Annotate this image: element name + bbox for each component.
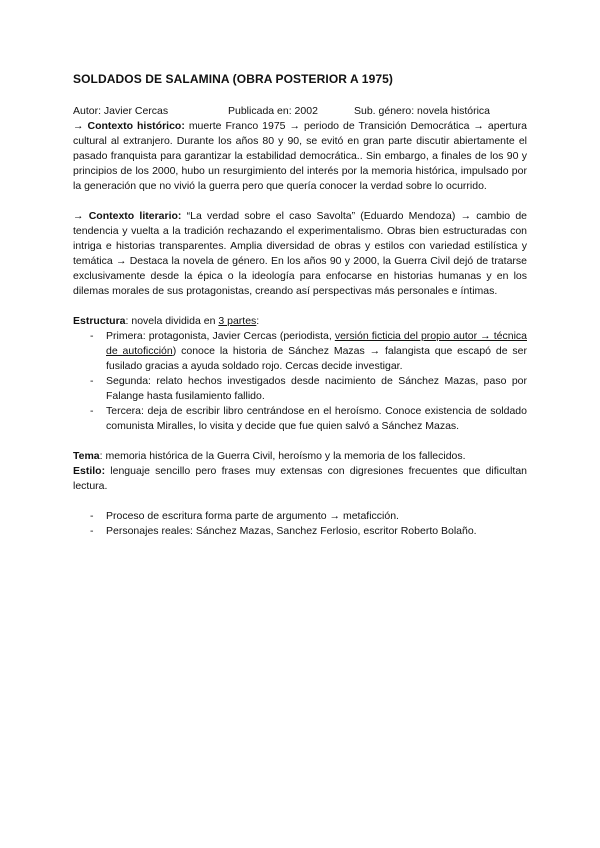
dash-bullet: - bbox=[90, 330, 94, 342]
style: Estilo: lenguaje sencillo pero frases muy extensas con digresiones frecuentes que dificultan lectura. bbox=[73, 465, 527, 492]
page-title: SOLDADOS DE SALAMINA (OBRA POSTERIOR A 1975) bbox=[73, 72, 393, 86]
notes-list bbox=[73, 509, 527, 539]
publication-date: Publicada en: 2002 bbox=[228, 105, 318, 117]
historical-context-text: muerte Franco 1975 → periodo de Transición Democrática → apertura cultural al extranjero. Durante los años 80 y 90, se evitó en gran parte discutir abiertamente el pasado franquista para garantizar la estabilidad democrática.. Sin embargo, a finales de los 90 y principios de los 2000, hubo un resurgimiento del interés por la memoria histórica, impulsado por la generación que no vivió la guerra pero que quería conocer la verdad sobre lo ocurrido. bbox=[73, 120, 528, 192]
dash-bullet: - bbox=[90, 510, 94, 522]
list-item: - Primera: protagonista, Javier Cercas (periodista, versión ficticia del propio autor → técnica de autoficción) conoce la historia de Sánchez Mazas → falangista que escapó de ser fusilado gracias a ayuda soldado rojo. Cercas decide investigar. bbox=[90, 330, 527, 372]
list-item: - Personajes reales: Sánchez Mazas, Sanchez Ferlosio, escritor Roberto Bolaño. bbox=[90, 525, 477, 537]
author: Autor: Javier Cercas bbox=[73, 105, 169, 117]
metadata-line bbox=[73, 104, 527, 119]
document-body bbox=[73, 104, 527, 539]
literary-context bbox=[73, 209, 527, 299]
dash-bullet: - bbox=[90, 405, 94, 417]
structure-list bbox=[73, 329, 527, 434]
historical-context-label: Contexto histórico: bbox=[87, 120, 185, 132]
historical-context bbox=[73, 119, 527, 194]
literary-context-text: “La verdad sobre el caso Savolta” (Eduardo Mendoza) → cambio de tendencia y vuelta a la tradición rechazando el experimentalismo. Obras bien estructuradas con intriga e historias transparentes. Amplia diversidad de obras y estilos con variedad estilística y temática → Destaca la novela de género. En los años 90 y 2000, la Guerra Civil dejó de tratarse exclusivamente desde la épica o la ideología para enfocarse en historias humanas y en los dilemas morales de sus protagonistas, creando así perspectivas más personales e íntimas. bbox=[73, 210, 528, 297]
literary-context-label: Contexto literario: bbox=[88, 210, 182, 222]
arrow-icon: → bbox=[73, 210, 89, 222]
style-label: Estilo: bbox=[73, 465, 106, 477]
autofiction-link[interactable]: versión ficticia del propio autor → técnica de autoficción bbox=[106, 330, 527, 357]
list-item: - Proceso de escritura forma parte de argumento → metaficción. bbox=[90, 510, 399, 522]
theme: Tema: memoria histórica de la Guerra Civil, heroísmo y la memoria de los fallecidos. bbox=[73, 450, 466, 462]
theme-label: Tema bbox=[73, 450, 100, 462]
subgenre: Sub. género: novela histórica bbox=[354, 105, 491, 117]
arrow-icon: → bbox=[73, 120, 88, 132]
list-item: - Tercera: deja de escribir libro centrándose en el heroísmo. Conoce existencia de soldado comunista Miralles, lo visita y decide que fue quien salvó a Sánchez Mazas. bbox=[90, 405, 527, 432]
dash-bullet: - bbox=[90, 375, 94, 387]
parts-link[interactable]: 3 partes bbox=[218, 315, 257, 327]
structure-heading: Estructura: novela dividida en 3 partes: bbox=[73, 315, 260, 327]
dash-bullet: - bbox=[90, 525, 94, 537]
structure-label: Estructura bbox=[73, 315, 126, 327]
list-item: - Segunda: relato hechos investigados desde nacimiento de Sánchez Mazas, paso por Falange hasta fusilamiento fallido. bbox=[90, 375, 527, 402]
